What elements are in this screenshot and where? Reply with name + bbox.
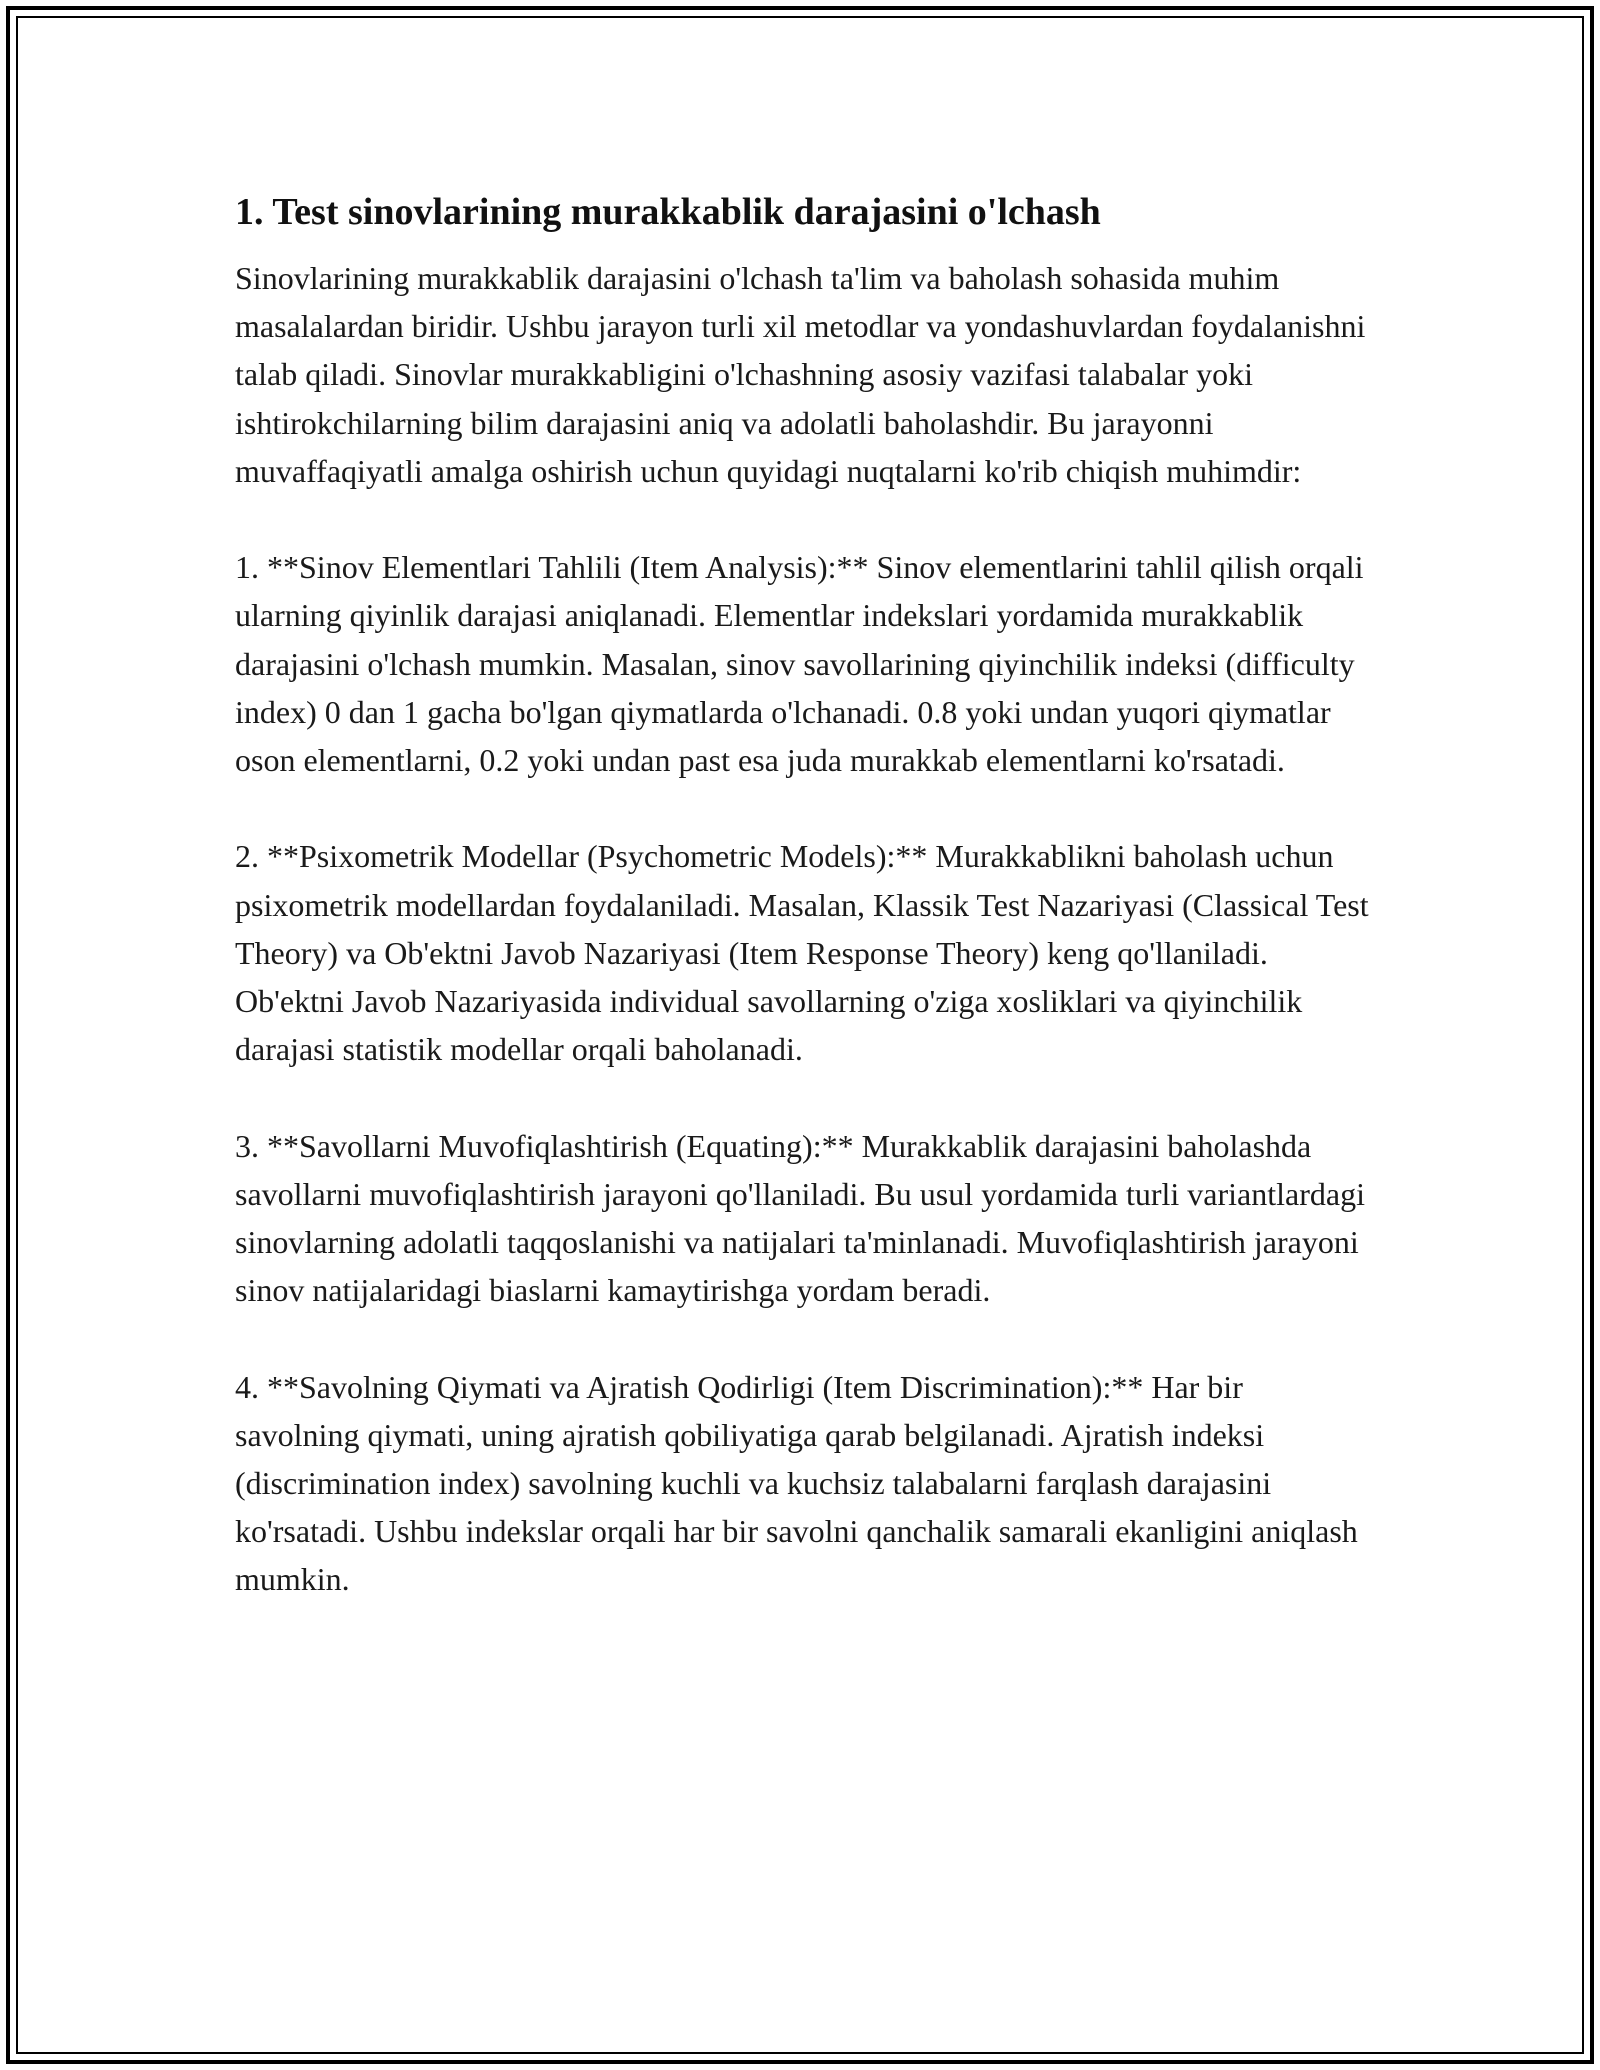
equating-paragraph: 3. **Savollarni Muvofiqlashtirish (Equating):** Murakkablik darajasini baholashda savollarni muvofiqlashtirish jarayoni qo'llaniladi. Bu usul yordamida turli variantlardagi sinovlarning adolatli taqqoslanishi va natijalari ta'minlanadi. Muvofiqlashtirish jarayoni sinov natijalaridagi biaslarni kamaytirishga yordam beradi. — [235, 1127, 1365, 1309]
item-analysis-paragraph: 1. **Sinov Elementlari Tahlili (Item Analysis):** Sinov elementlarini tahlil qilish orqali ularning qiyinlik darajasi aniqlanadi. Elementlar indekslari yordamida murakkablik darajasini o'lchash mumkin. Masalan, sinov savollarining qiyinchilik indeksi (difficulty index) 0 dan 1 gacha bo'lgan qiymatlarda o'lchanadi. 0.8 yoki undan yuqori qiymatlar oson elementlarni, 0.2 yoki undan past esa juda murakkab elementlarni ko'rsatadi. — [235, 549, 1364, 779]
intro-paragraph: Sinovlarining murakkablik darajasini o'lchash ta'lim va baholash sohasida muhim masalalardan biridir. Ushbu jarayon turli xil metodlar va yondashuvlardan foydalanishni talab qiladi. Sinovlar murakkabligini o'lchashning asosiy vazifasi talabalar yoki ishtirokchilarning bilim darajasini aniq va adolatli baholashdir. Bu jarayonni muvaffaqiyatli amalga oshirish uchun quyidagi nuqtalarni ko'rib chiqish muhimdir: — [235, 260, 1366, 489]
item-discrimination-paragraph: 4. **Savolning Qiymati va Ajratish Qodirligi (Item Discrimination):** Har bir savolning qiymati, uning ajratish qobiliyatiga qarab belgilanadi. Ajratish indeksi (discrimination index) savolning kuchli va kuchsiz talabalarni farqlash darajasini ko'rsatadi. Ushbu indekslar orqali har bir savolni qanchalik samarali ekanligini aniqlash mumkin. — [235, 1368, 1358, 1598]
document-body — [235, 188, 1370, 1652]
psychometric-models-paragraph: 2. **Psixometrik Modellar (Psychometric Models):** Murakkablikni baholash uchun psixometrik modellardan foydalaniladi. Masalan, Klassik Test Nazariyasi (Classical Test Theory) va Ob'ektni Javob Nazariyasi (Item Response Theory) keng qo'llaniladi. Ob'ektni Javob Nazariyasida individual savollarning o'ziga xosliklari va qiyinchilik darajasi statistik modellar orqali baholanadi. — [235, 838, 1369, 1068]
section-heading: 1. Test sinovlarining murakkablik darajasini o'lchash — [235, 191, 1101, 233]
